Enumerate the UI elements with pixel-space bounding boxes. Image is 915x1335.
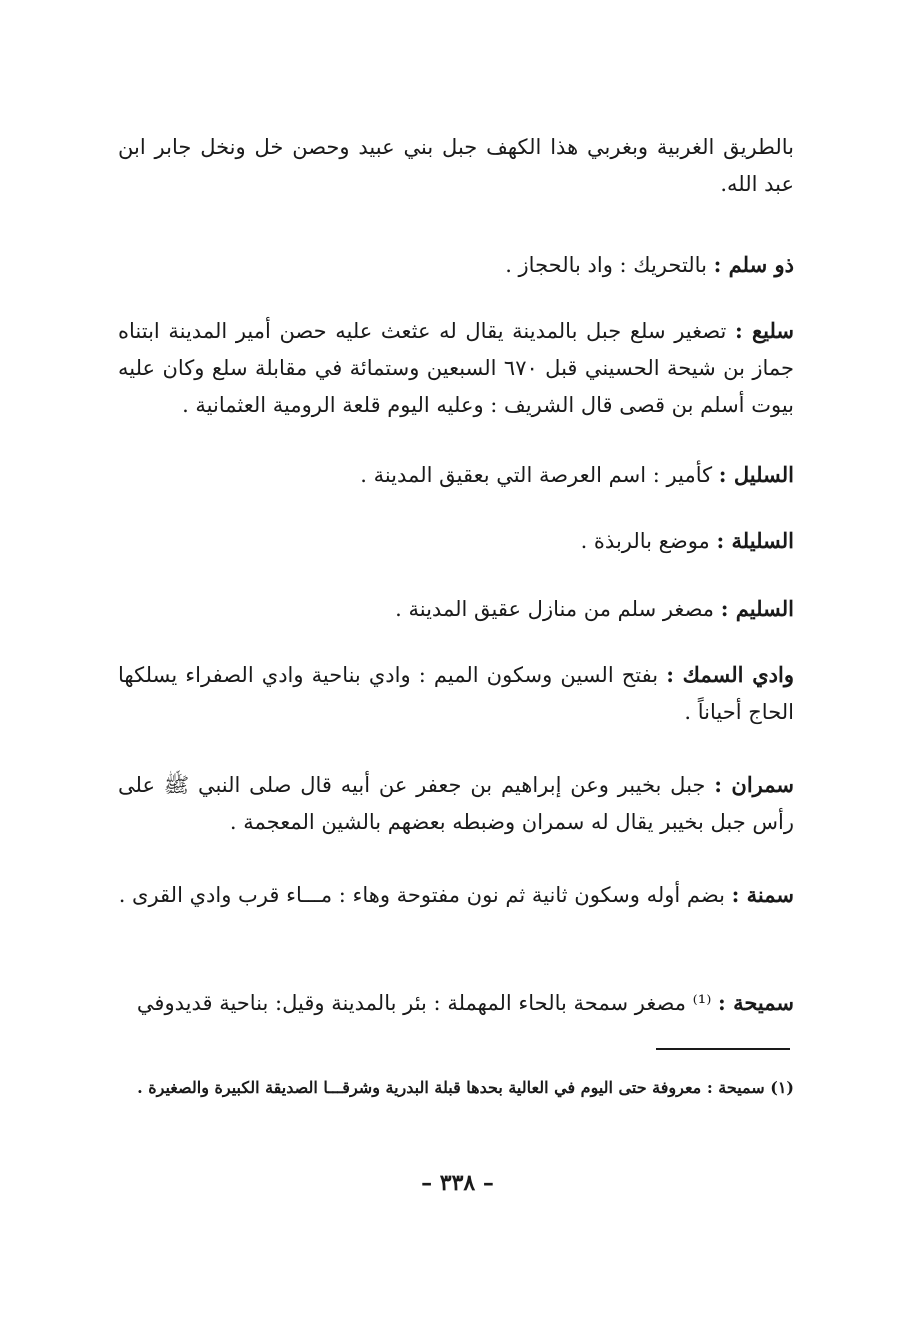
paragraph-text: جبل بخيبر وعن إبراهيم بن جعفر عن أبيه قال صلى النبي ﷺ على رأس جبل بخيبر يقال له سمران وضبطه بعضهم بالشين المعجمة .	[118, 773, 794, 834]
headword: سمران :	[714, 772, 794, 797]
headword: السليل :	[718, 462, 794, 487]
paragraph-text: ⁽¹⁾ مصغر سمحة بالحاء المهملة : بئر بالمدينة وقيل: بناحية قديدوفي	[136, 991, 719, 1015]
headword: سميحة :	[718, 990, 794, 1015]
paragraph-text: تصغير سلع جبل بالمدينة يقال له عثعث عليه حصن أمير المدينة ابتناه جماز بن شيحة الحسيني قبل ٦٧٠ السبعين وستمائة في مقابلة سلع وكان عليه بيوت أسلم بن قصى قال الشريف : وعليه اليوم قلعة الرومية العثمانية .	[118, 319, 794, 417]
entry-samran	[118, 766, 794, 841]
headword: سمنة :	[731, 882, 794, 907]
paragraph-text: بالطريق الغربية وبغربي هذا الكهف جبل بني عبيد وحصن خل ونخل جابر ابن عبد الله.	[118, 135, 794, 196]
paragraph-text: بضم أوله وسكون ثانية ثم نون مفتوحة وهاء : مـــاء قرب وادي القرى .	[118, 883, 732, 907]
headword: سليع :	[734, 318, 795, 343]
headword: السليلة :	[716, 528, 794, 553]
entry-sumnah	[118, 876, 794, 914]
entry-sulay	[118, 312, 794, 424]
headword: ذو سلم :	[713, 252, 794, 277]
headword: وادي السمك :	[666, 662, 794, 687]
entry-sumayhah	[118, 984, 794, 1022]
entry-dhu-salam	[118, 246, 794, 284]
paragraph-text: بالتحريك : واد بالحجاز .	[505, 253, 714, 277]
headword: السليم :	[720, 596, 794, 621]
paragraph-text: بفتح السين وسكون الميم : وادي بناحية وادي الصفراء يسلكها الحاج أحياناً .	[118, 663, 794, 724]
entry-al-sulaylah	[118, 522, 794, 560]
footnote: (١) سميحة : معروفة حتى اليوم في العالية بحدها قبلة البدرية وشرقـــا الصديقة الكبيرة والصغيرة .	[137, 1078, 794, 1097]
entry-wadi-al-samak	[118, 656, 794, 731]
entry-al-sulayl	[118, 456, 794, 494]
paragraph-text: موضع بالربذة .	[580, 529, 717, 553]
page-number: – ٣٣٨ –	[421, 1170, 494, 1196]
footnote-divider	[656, 1048, 790, 1050]
paragraph-continuation	[118, 128, 794, 203]
paragraph-text: مصغر سلم من منازل عقيق المدينة .	[395, 597, 721, 621]
paragraph-text: كأمير : اسم العرصة التي بعقيق المدينة .	[360, 463, 719, 487]
entry-al-sulaym	[118, 590, 794, 628]
